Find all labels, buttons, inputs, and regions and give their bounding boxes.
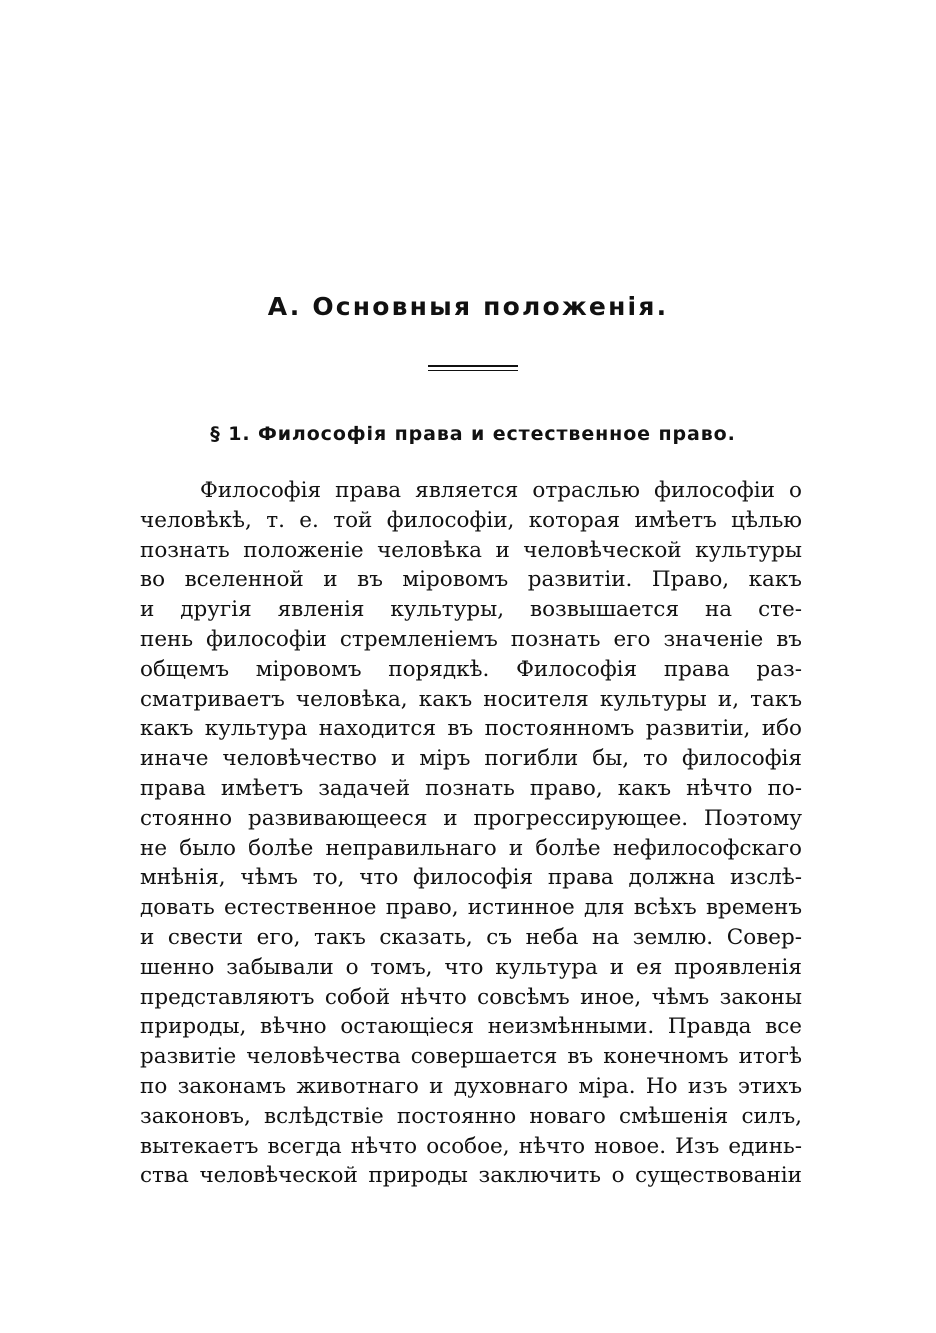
paragraph-line: развитіе человѣчества совершается въ конечномъ итогѣ bbox=[140, 1044, 802, 1070]
paragraph-line: довать естественное право, истинное для всѣхъ временъ bbox=[140, 895, 802, 921]
paragraph-line: представляютъ собой нѣчто совсѣмъ иное, чѣмъ законы bbox=[140, 984, 802, 1010]
paragraph-line: не было болѣе неправильнаго и болѣе нефилософскаго bbox=[140, 835, 802, 861]
paragraph-line: по законамъ животнаго и духовнаго міра. Но изъ этихъ bbox=[140, 1073, 802, 1099]
paragraph-line: сматриваетъ человѣка, какъ носителя культуры и, такъ bbox=[140, 686, 802, 712]
paragraph-line: иначе человѣчество и міръ погибли бы, то философія bbox=[140, 746, 802, 772]
paragraph-line: права имѣетъ задачей познать право, какъ нѣчто по- bbox=[140, 775, 802, 801]
paragraph-line: какъ культура находится въ постоянномъ развитіи, ибо bbox=[140, 716, 802, 742]
paragraph-line: мнѣнія, чѣмъ то, что философія права должна изслѣ- bbox=[140, 865, 802, 891]
section-title: § 1. Философія права и естественное право. bbox=[210, 423, 736, 445]
paragraph-line: Философія права является отраслью философіи о bbox=[200, 478, 802, 503]
paragraph-line: человѣкѣ, т. е. той философіи, которая имѣетъ цѣлью bbox=[140, 507, 802, 533]
paragraph-line: во вселенной и въ міровомъ развитіи. Право, какъ bbox=[140, 567, 802, 593]
paragraph-line: и свести его, такъ сказать, съ неба на землю. Совер- bbox=[140, 924, 802, 950]
title-divider bbox=[428, 365, 518, 371]
paragraph-line: шенно забывали о томъ, что культура и ея проявленія bbox=[140, 954, 802, 980]
chapter-title: A. Основныя положенія. bbox=[267, 292, 669, 321]
paragraph-line: вытекаетъ всегда нѣчто особое, нѣчто новое. Изъ единь- bbox=[140, 1133, 802, 1159]
paragraph-line: ства человѣческой природы заключить о существованіи bbox=[140, 1163, 802, 1189]
body-paragraph bbox=[140, 476, 802, 1191]
paragraph-line: стоянно развивающееся и прогрессирующее. Поэтому bbox=[140, 805, 802, 831]
paragraph-line: природы, вѣчно остающіеся неизмѣнными. Правда все bbox=[140, 1014, 802, 1040]
paragraph-line: и другія явленія культуры, возвышается на сте- bbox=[140, 597, 802, 623]
paragraph-line: общемъ міровомъ порядкѣ. Философія права раз- bbox=[140, 656, 802, 682]
paragraph-line: пень философіи стремленіемъ познать его значеніе въ bbox=[140, 626, 802, 652]
paragraph-line: законовъ, вслѣдствіе постоянно новаго смѣшенія силъ, bbox=[140, 1103, 802, 1129]
paragraph-line: познать положеніе человѣка и человѣческой культуры bbox=[140, 537, 802, 563]
